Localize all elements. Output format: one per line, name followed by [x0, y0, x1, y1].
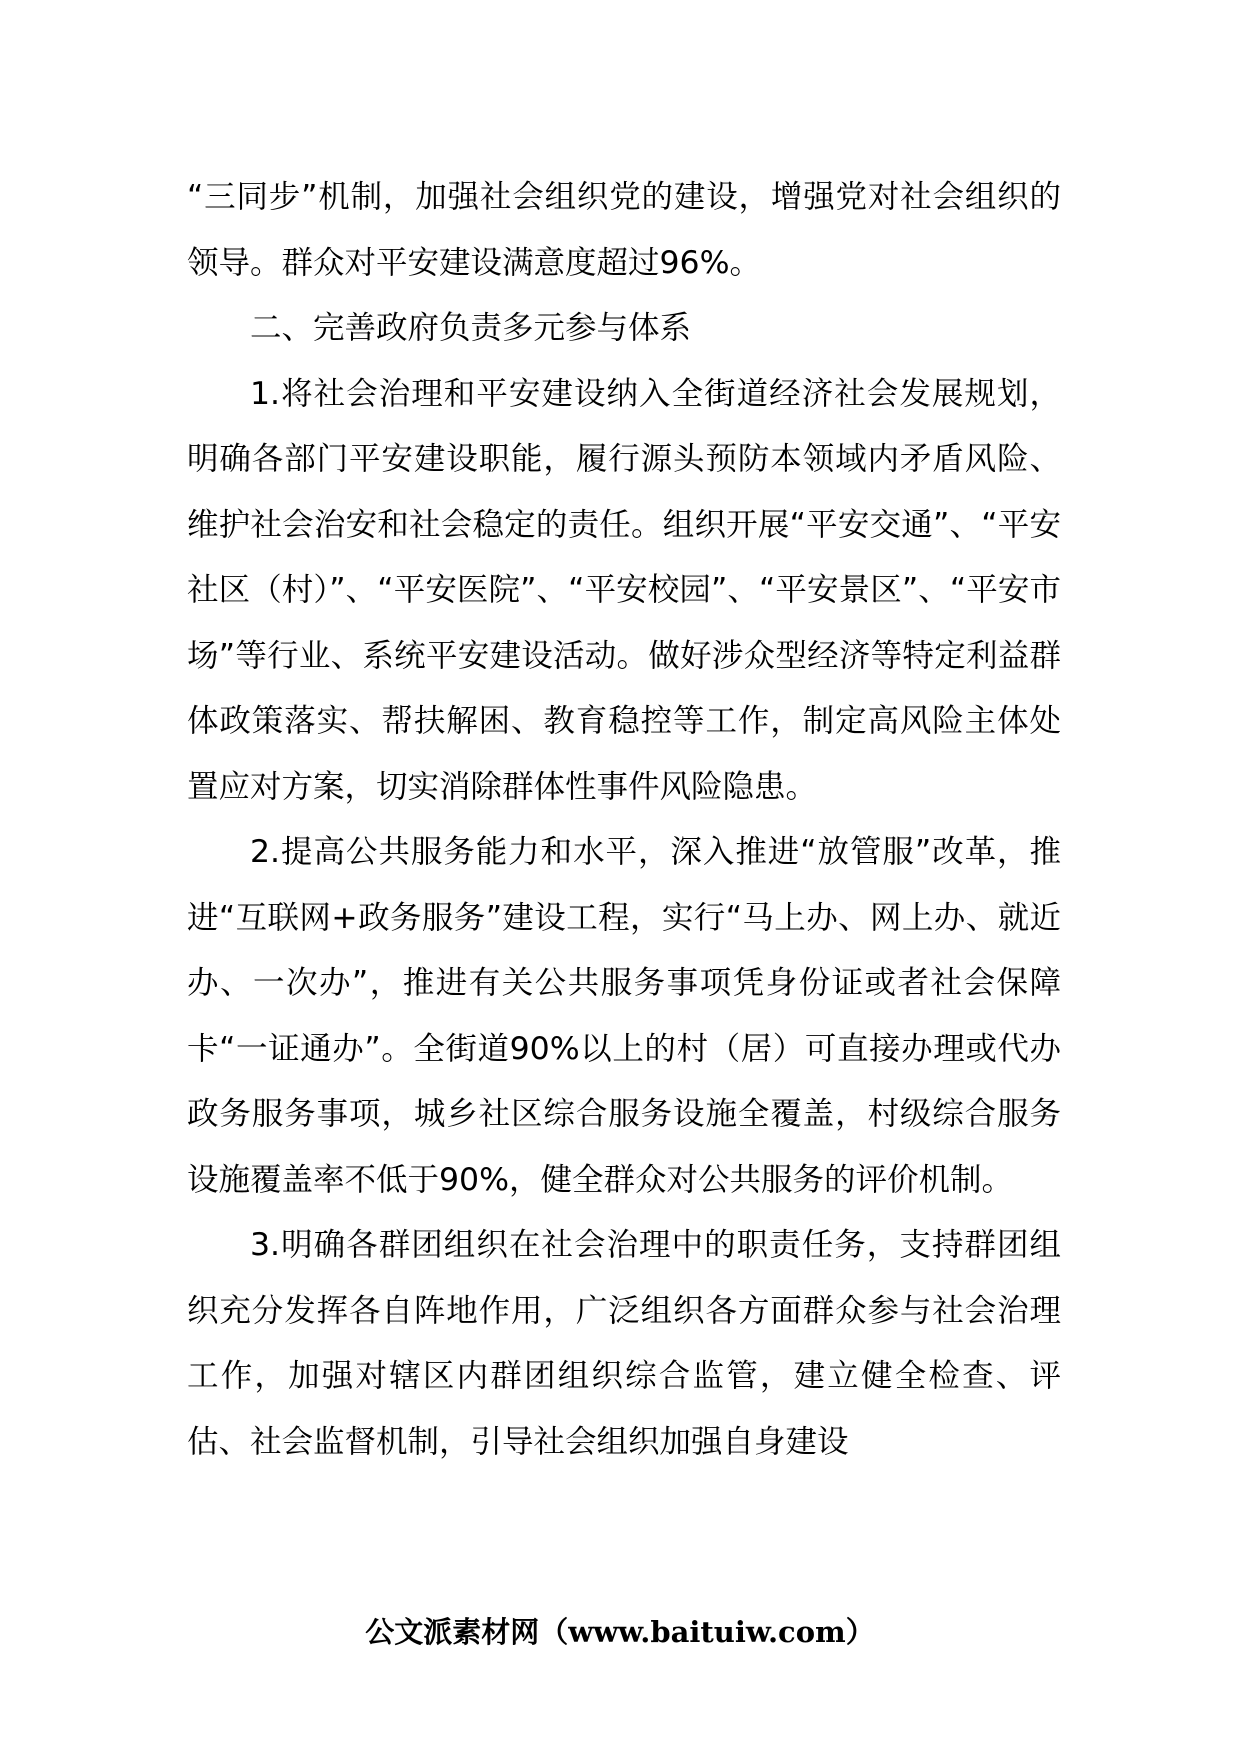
paragraph-item-1: 1.将社会治理和平安建设纳入全街道经济社会发展规划，明确各部门平安建设职能，履行源头预防本领域内矛盾风险、维护社会治安和社会稳定的责任。组织开展“平安交通”、“平安社区（村）”、“平安医院”、“平安校园”、“平安景区”、“平安市场”等行业、系统平安建设活动。做好涉众型经济等特定利益群体政策落实、帮扶解困、教育稳控等工作，制定高风险主体处置应对方案，切实消除群体性事件风险隐患。 — [187, 375, 1061, 805]
section-heading: 二、完善政府负责多元参与体系 — [250, 310, 692, 346]
footer-watermark: 公文派素材网（www.baituiw.com） — [365, 1615, 875, 1649]
document-body — [187, 165, 1061, 1475]
paragraph-item-3: 3.明确各群团组织在社会治理中的职责任务，支持群团组织充分发挥各自阵地作用，广泛组织各方面群众参与社会治理工作，加强对辖区内群团组织综合监管，建立健全检查、评估、社会监督机制，引导社会组织加强自身建设 — [187, 1227, 1061, 1460]
paragraph-continuation: “三同步”机制，加强社会组织党的建设，增强党对社会组织的领导。群众对平安建设满意度超过96%。 — [187, 179, 1061, 281]
paragraph-item-2: 2.提高公共服务能力和水平，深入推进“放管服”改革，推进“互联网+政务服务”建设工程，实行“马上办、网上办、就近办、一次办”，推进有关公共服务事项凭身份证或者社会保障卡“一证通办”。全街道90%以上的村（居）可直接办理或代办政务服务事项，城乡社区综合服务设施全覆盖，村级综合服务设施覆盖率不低于90%，健全群众对公共服务的评价机制。 — [187, 834, 1061, 1198]
